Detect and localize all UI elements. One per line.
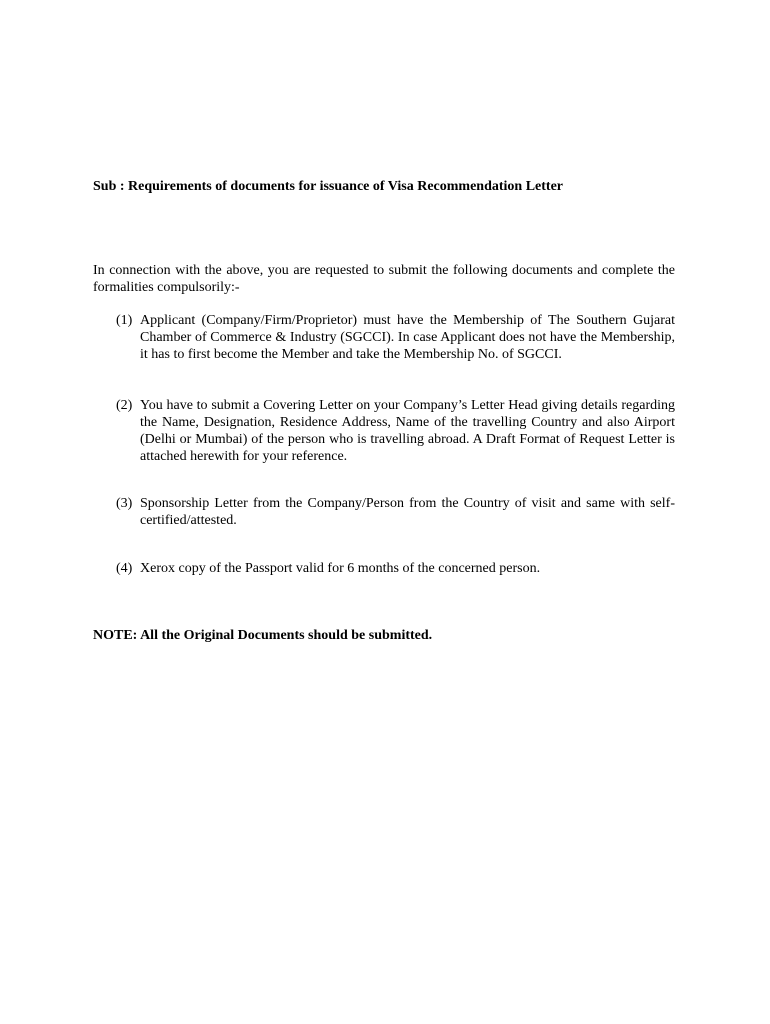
list-item-text: You have to submit a Covering Letter on your Company’s Letter Head giving details regarding the Name, Designation, Residence Address, Name of the travelling Country and also Airport (Delhi or Mumbai) of the person who is travelling abroad. A Draft Format of Request Letter is attached herewith for your reference.: [140, 398, 675, 464]
list-item-text: Xerox copy of the Passport valid for 6 months of the concerned person.: [140, 561, 541, 576]
subject-line: Sub : Requirements of documents for issuance of Visa Recommendation Letter: [93, 179, 564, 194]
intro-paragraph: In connection with the above, you are requested to submit the following documents and complete the formalities compulsorily:-: [93, 263, 675, 295]
list-item-number: (3): [116, 496, 133, 511]
list-item-number: (2): [116, 398, 133, 413]
list-item: [116, 397, 675, 465]
list-item-text: Applicant (Company/Firm/Proprietor) must have the Membership of The Southern Gujarat Chamber of Commerce & Industry (SGCCI). In case Applicant does not have the Membership, it has to first become the Member and take the Membership No. of SGCCI.: [140, 313, 675, 362]
list-item-number: (1): [116, 313, 133, 328]
note-line: NOTE: All the Original Documents should be submitted.: [93, 628, 433, 643]
list-item: [116, 495, 675, 529]
list-item: [116, 560, 675, 577]
list-item: [116, 312, 675, 363]
list-item-text: Sponsorship Letter from the Company/Person from the Country of visit and same with self-certified/attested.: [140, 496, 675, 528]
list-item-number: (4): [116, 561, 133, 576]
